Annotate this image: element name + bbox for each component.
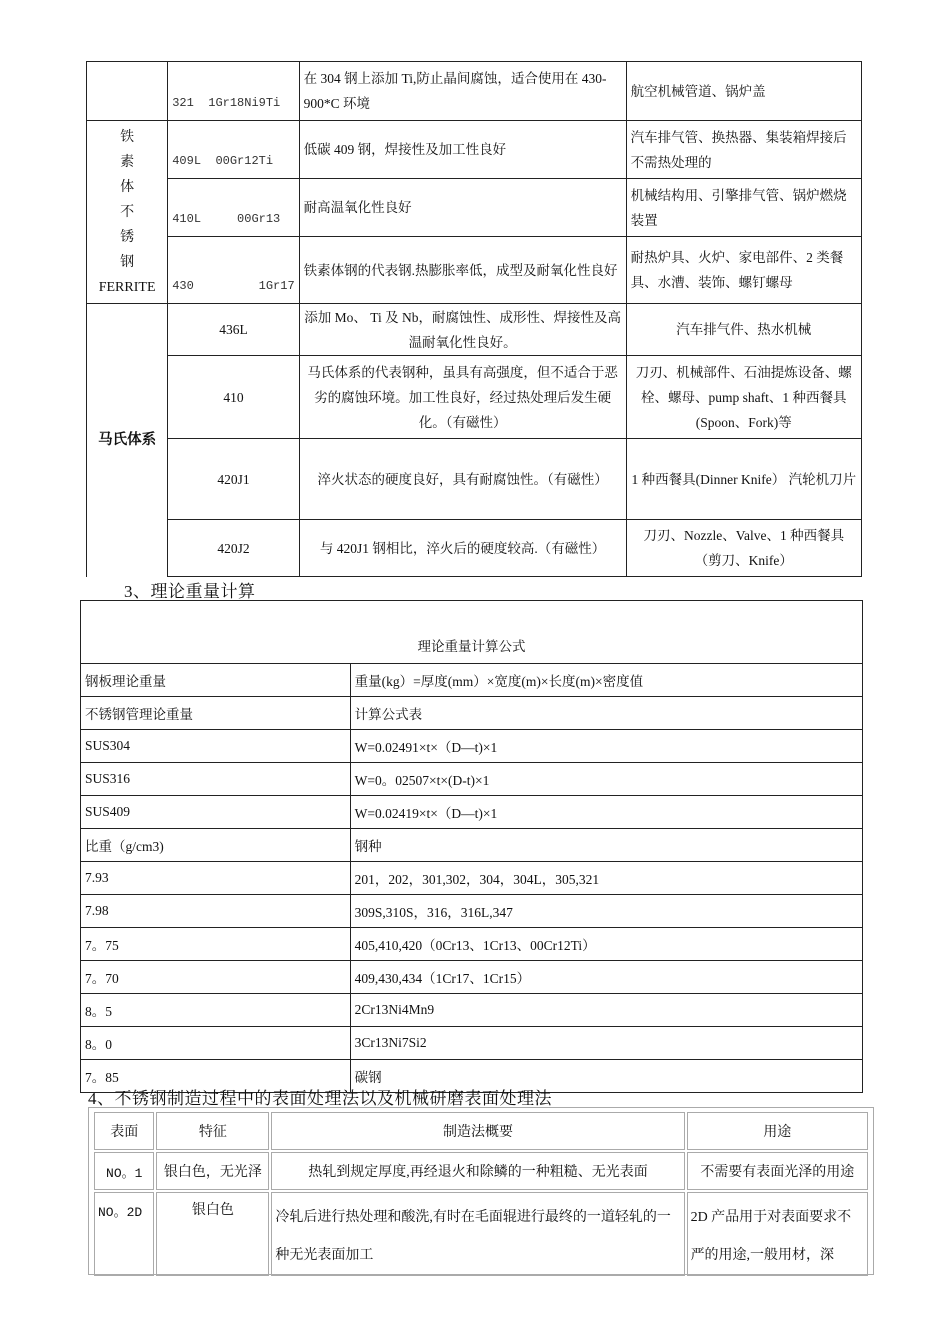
- table-row: [87, 439, 862, 520]
- value-cell: W=0.02491×t×（D—t)×1: [350, 730, 862, 763]
- label-cell: SUS304: [81, 730, 351, 763]
- table-row: [87, 356, 862, 439]
- table-row: [81, 961, 863, 994]
- use-cell: 2D 产品用于对表面要求不严的用途,一般用材，深: [687, 1192, 868, 1276]
- label-cell: 7.98: [81, 895, 351, 928]
- table-row: [94, 1152, 868, 1190]
- method-cell: 冷轧后进行热处理和酸洗,有时在毛面辊进行最终的一道轻轧的一种无光表面加工: [271, 1192, 684, 1276]
- value-cell: 309S,310S，316，316L,347: [350, 895, 862, 928]
- use-cell: 汽车排气管、换热器、集装箱焊接后不需热处理的: [626, 121, 861, 179]
- group-cell-empty: [87, 62, 168, 121]
- table-row: [81, 994, 863, 1027]
- section-heading-surface: 4、不锈钢制造过程中的表面处理法以及机械研磨表面处理法: [88, 1089, 552, 1108]
- feature-cell: 银白色，无光泽: [156, 1152, 269, 1190]
- table-title: 理论重量计算公式: [81, 601, 863, 664]
- use-cell: 刀刃、机械部件、石油提炼设备、螺栓、螺母、pump shaft、1 种西餐具(Spoon、Fork)等: [626, 356, 861, 439]
- feature-cell: 耐高温氧化性良好: [299, 179, 626, 237]
- table-row: [87, 179, 862, 237]
- feature-cell: 添加 Mo、 Ti 及 Nb，耐腐蚀性、成形性、焊接性及高温耐氧化性良好。: [299, 304, 626, 356]
- weight-formula-table: [80, 600, 863, 1093]
- use-cell: 1 种西餐具(Dinner Knife） 汽轮机刀片: [626, 439, 861, 520]
- surface-cell: NO。1: [94, 1152, 154, 1190]
- feature-cell: 与 420J1 钢相比，淬火后的硬度较高.（有磁性）: [299, 520, 626, 577]
- surface-table-frame: [88, 1107, 874, 1275]
- feature-cell: 铁素体钢的代表钢.热膨胀率低，成型及耐氧化性良好: [299, 237, 626, 304]
- table-row: [81, 664, 863, 697]
- use-cell: 机械结构用、引擎排气管、锅炉燃烧装置: [626, 179, 861, 237]
- header-feature: 特征: [156, 1112, 269, 1150]
- label-cell: 8。0: [81, 1027, 351, 1060]
- value-cell: 201，202，301,302，304，304L，305,321: [350, 862, 862, 895]
- use-cell: 航空机械管道、锅炉盖: [626, 62, 861, 121]
- feature-cell: 银白色: [156, 1192, 269, 1276]
- value-cell: 405,410,420（0Cr13、1Cr13、00Cr12Ti）: [350, 928, 862, 961]
- label-cell: SUS409: [81, 796, 351, 829]
- table-row: [81, 763, 863, 796]
- value-cell: W=0。02507×t×(D-t)×1: [350, 763, 862, 796]
- use-cell: 耐热炉具、火炉、家电部件、2 类餐具、水漕、装饰、螺钉螺母: [626, 237, 861, 304]
- value-cell: W=0.02419×t×（D—t)×1: [350, 796, 862, 829]
- feature-cell: 淬火状态的硬度良好，具有耐腐蚀性。（有磁性）: [299, 439, 626, 520]
- group-martensite: 马氏体系: [87, 304, 168, 577]
- table-row: [81, 697, 863, 730]
- value-cell: 钢种: [350, 829, 862, 862]
- grade-cell: 420J2: [168, 520, 299, 577]
- grade-cell: 436L: [168, 304, 299, 356]
- header-surface: 表面: [94, 1112, 154, 1150]
- table-row: [81, 928, 863, 961]
- value-cell: 重量(kg）=厚度(mm）×宽度(m)×长度(m)×密度值: [350, 664, 862, 697]
- table-row: [87, 520, 862, 577]
- table-row: [87, 121, 862, 179]
- method-cell: 热轧到规定厚度,再经退火和除鳞的一种粗糙、无光表面: [271, 1152, 684, 1190]
- grade-cell: 430 1Gr17: [168, 237, 299, 304]
- table-row: [81, 862, 863, 895]
- use-cell: 不需要有表面光泽的用途: [687, 1152, 868, 1190]
- feature-cell: 马氏体系的代表钢种，虽具有高强度，但不适合于恶劣的腐蚀环境。加工性良好，经过热处理后发生硬化。（有磁性）: [299, 356, 626, 439]
- table-header-row: [94, 1112, 868, 1150]
- table-title-row: [81, 601, 863, 664]
- feature-cell: 低碳 409 钢，焊接性及加工性良好: [299, 121, 626, 179]
- header-use: 用途: [687, 1112, 868, 1150]
- steel-grade-table: [86, 61, 862, 577]
- table-row: [94, 1192, 868, 1276]
- value-cell: 2Cr13Ni4Mn9: [350, 994, 862, 1027]
- value-cell: 409,430,434（1Cr17、1Cr15）: [350, 961, 862, 994]
- label-cell: 7。70: [81, 961, 351, 994]
- header-method: 制造法概要: [271, 1112, 684, 1150]
- label-cell: 7.93: [81, 862, 351, 895]
- table-row: [81, 1027, 863, 1060]
- table-row: [87, 237, 862, 304]
- table-row: [81, 796, 863, 829]
- group-ferrite: 铁 素 体 不 锈 钢 FERRITE: [87, 121, 168, 304]
- table-row: [81, 895, 863, 928]
- table-row: [87, 304, 862, 356]
- grade-cell: 420J1: [168, 439, 299, 520]
- feature-cell: 在 304 钢上添加 Ti,防止晶间腐蚀，适合使用在 430-900*C 环境: [299, 62, 626, 121]
- value-cell: 3Cr13Ni7Si2: [350, 1027, 862, 1060]
- label-cell: 7。85: [81, 1060, 351, 1093]
- label-cell: SUS316: [81, 763, 351, 796]
- table-row: [81, 829, 863, 862]
- label-cell: 7。75: [81, 928, 351, 961]
- table-row: [81, 730, 863, 763]
- use-cell: 刀刃、Nozzle、Valve、1 种西餐具（剪刀、Knife）: [626, 520, 861, 577]
- label-cell: 钢板理论重量: [81, 664, 351, 697]
- surface-cell: NO。2D: [94, 1192, 154, 1276]
- grade-cell: 410L 00Gr13: [168, 179, 299, 237]
- grade-cell: 409L 00Gr12Ti: [168, 121, 299, 179]
- use-cell: 汽车排气件、热水机械: [626, 304, 861, 356]
- section-heading-weight: 3、理论重量计算: [124, 582, 256, 601]
- table-row: [87, 62, 862, 121]
- label-cell: 比重（g/cm3): [81, 829, 351, 862]
- surface-treatment-table: [92, 1110, 870, 1278]
- grade-cell: 321 1Gr18Ni9Ti: [168, 62, 299, 121]
- grade-cell: 410: [168, 356, 299, 439]
- value-cell: 碳钢: [350, 1060, 862, 1093]
- label-cell: 不锈钢管理论重量: [81, 697, 351, 730]
- label-cell: 8。5: [81, 994, 351, 1027]
- value-cell: 计算公式表: [350, 697, 862, 730]
